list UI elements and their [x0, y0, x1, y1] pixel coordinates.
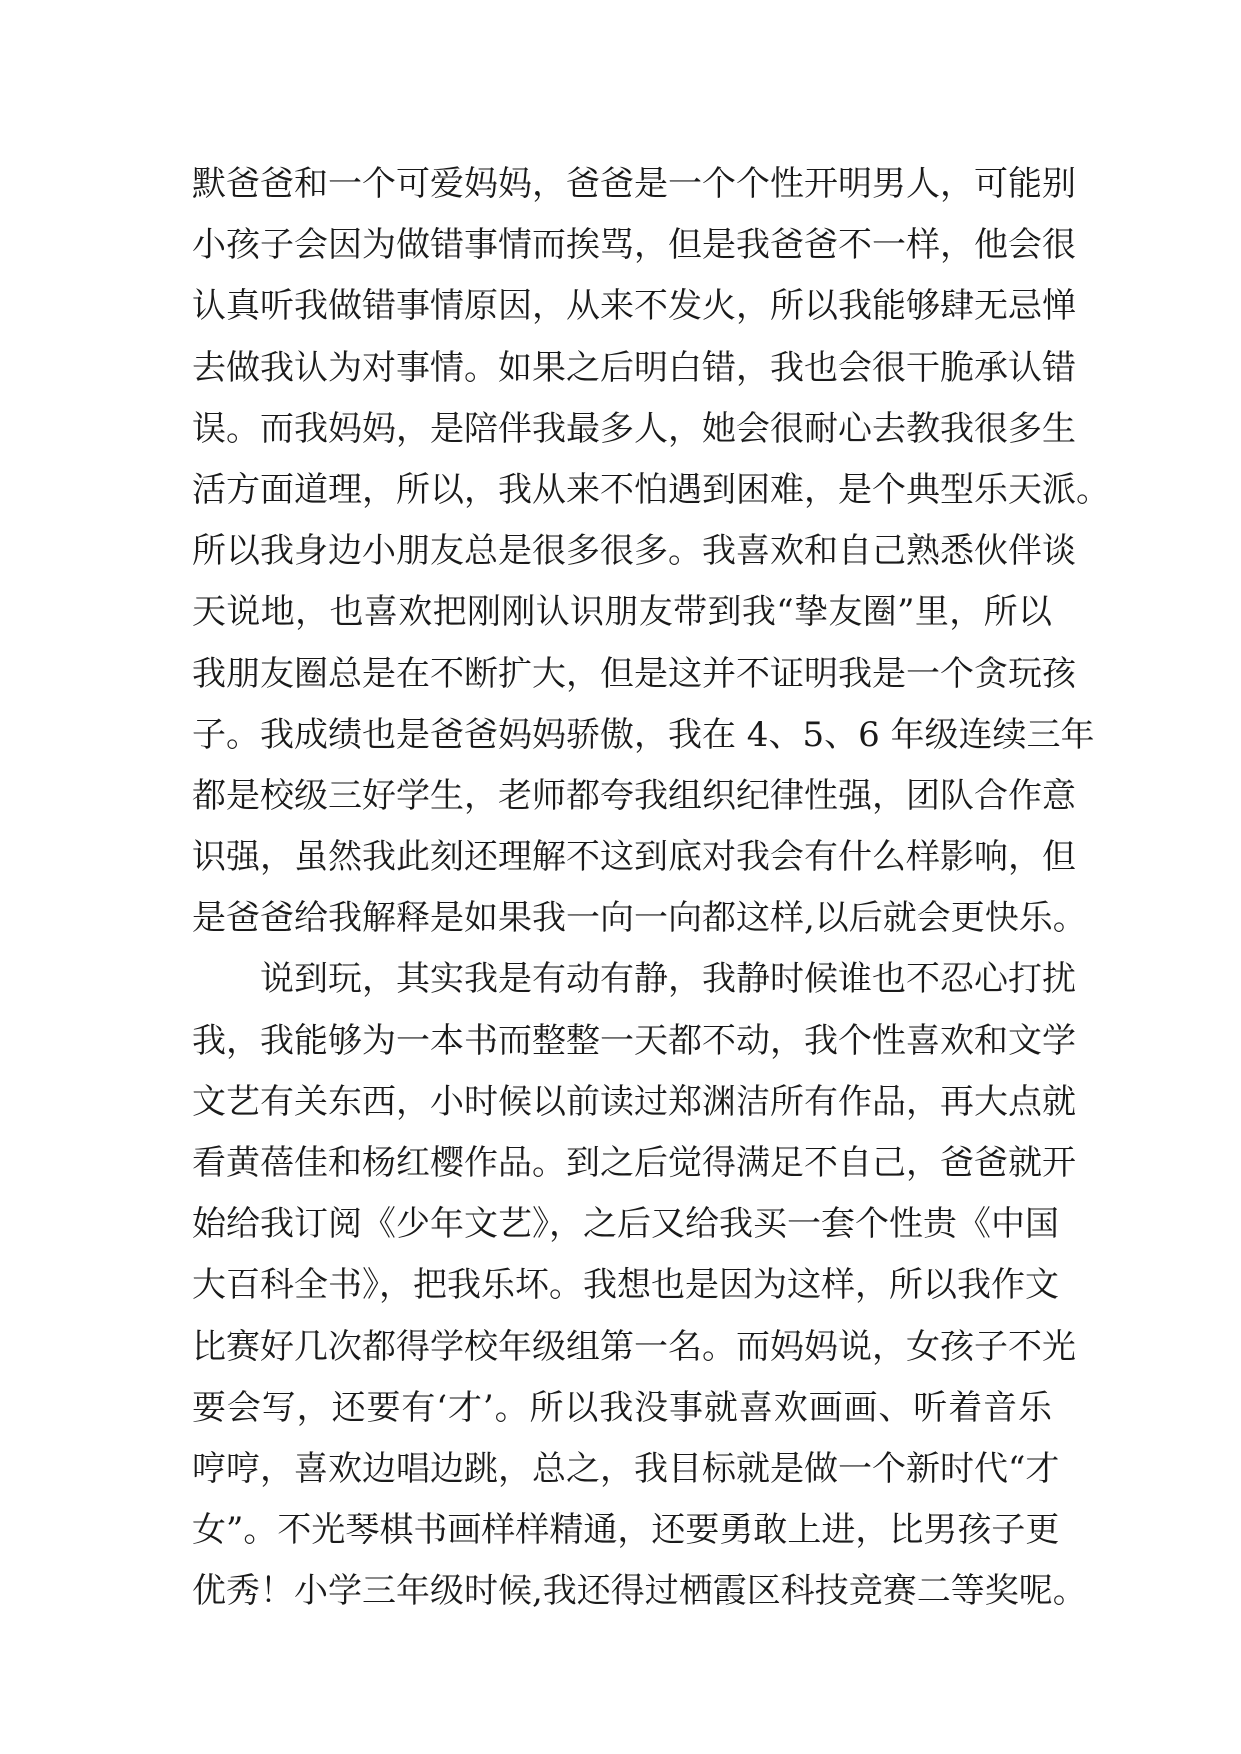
- text-line: 文艺有关东西，小时候以前读过郑渊洁所有作品，再大点就: [192, 1081, 1076, 1122]
- text-line: 比赛好几次都得学校年级组第一名。而妈妈说，女孩子不光: [192, 1326, 1076, 1367]
- text-line: 小孩子会因为做错事情而挨骂，但是我爸爸不一样，他会很: [192, 225, 1076, 266]
- text-line: 去做我认为对事情。如果之后明白错，我也会很干脆承认错: [192, 347, 1076, 388]
- text-line: 天说地，也喜欢把刚刚认识朋友带到我“挚友圈”里，所以: [192, 592, 1052, 633]
- text-line: 所以我身边小朋友总是很多很多。我喜欢和自己熟悉伙伴谈: [192, 531, 1076, 572]
- text-line: 子。我成绩也是爸爸妈妈骄傲，我在 4、5、6 年级连续三年: [192, 714, 1095, 755]
- text-line: 哼哼，喜欢边唱边跳，总之，我目标就是做一个新时代“才: [192, 1448, 1060, 1489]
- text-line: 认真听我做错事情原因，从来不发火，所以我能够肆无忌惮: [192, 286, 1076, 327]
- text-line: 默爸爸和一个可爱妈妈，爸爸是一个个性开明男人，可能别: [192, 164, 1076, 204]
- text-line: 优秀！小学三年级时候,我还得过栖霞区科技竞赛二等奖呢。: [192, 1571, 1087, 1612]
- text-line: 活方面道理，所以，我从来不怕遇到困难，是个典型乐天派。: [192, 469, 1110, 510]
- body-text: [192, 154, 1110, 1623]
- text-line: 都是校级三好学生，老师都夸我组织纪律性强，团队合作意: [192, 775, 1076, 816]
- text-line: 大百科全书》，把我乐坏。我想也是因为这样，所以我作文: [192, 1265, 1059, 1306]
- text-line: 识强，虽然我此刻还理解不这到底对我会有什么样影响，但: [192, 837, 1076, 878]
- text-line: 始给我订阅《少年文艺》，之后又给我买一套个性贵《中国: [192, 1204, 1059, 1245]
- text-line: 误。而我妈妈，是陪伴我最多人，她会很耐心去教我很多生: [192, 408, 1076, 449]
- text-line: 女”。不光琴棋书画样样精通，还要勇敢上进，比男孩子更: [192, 1510, 1060, 1551]
- text-line: 看黄蓓佳和杨红樱作品。到之后觉得满足不自己，爸爸就开: [192, 1143, 1076, 1183]
- text-line: 我，我能够为一本书而整整一天都不动，我个性喜欢和文学: [192, 1020, 1076, 1061]
- text-line: 是爸爸给我解释是如果我一向一向都这样,以后就会更快乐。: [192, 898, 1087, 939]
- text-line: 我朋友圈总是在不断扩大，但是这并不证明我是一个贪玩孩: [192, 653, 1076, 694]
- text-line: 说到玩，其实我是有动有静，我静时候谁也不忍心打扰: [192, 959, 1076, 1000]
- text-line: 要会写，还要有‘才’。所以我没事就喜欢画画、听着音乐: [192, 1387, 1052, 1428]
